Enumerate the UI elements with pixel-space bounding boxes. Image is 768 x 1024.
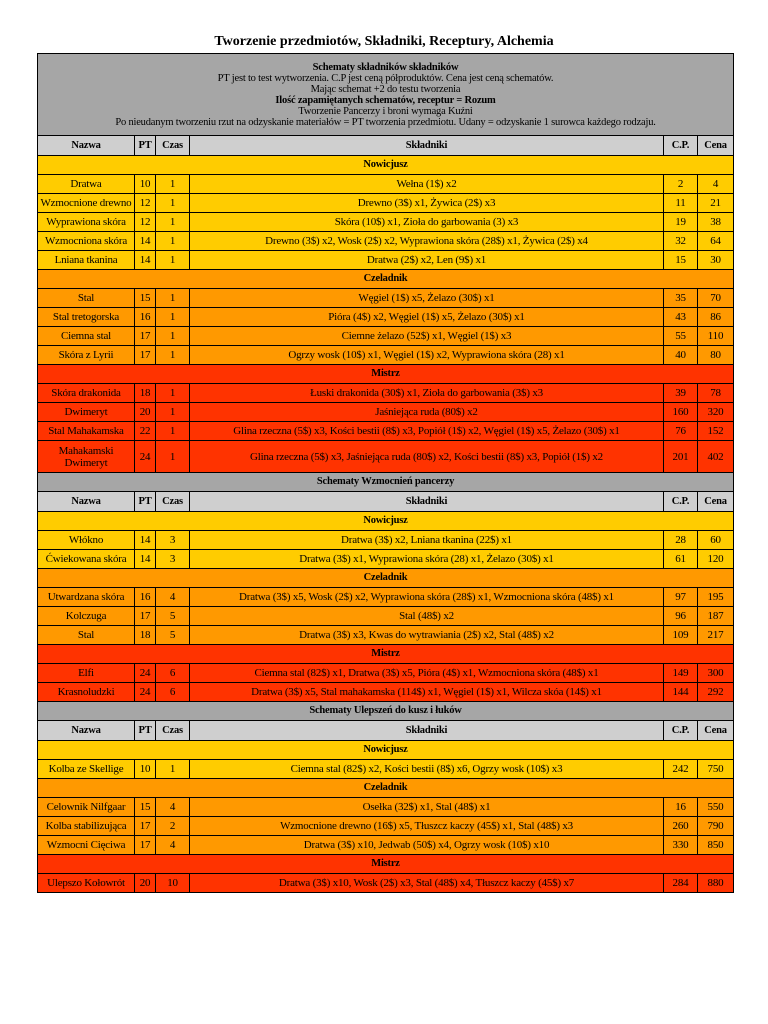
item-name: Ciemna stal xyxy=(38,327,135,346)
column-header-row xyxy=(38,136,734,156)
column-header-skladniki: Składniki xyxy=(190,136,664,156)
item-price: 790 xyxy=(698,817,734,836)
item-cp: 39 xyxy=(664,384,698,403)
tier-label: Mistrz xyxy=(38,365,734,384)
item-ingredients: Drewno (3$) x2, Wosk (2$) x2, Wyprawiona skóra (28$) x1, Żywica (2$) x4 xyxy=(190,232,664,251)
item-pt: 22 xyxy=(135,422,156,441)
item-pt: 10 xyxy=(135,175,156,194)
item-name: Wyprawiona skóra xyxy=(38,213,135,232)
item-pt: 17 xyxy=(135,836,156,855)
item-cp: 15 xyxy=(664,251,698,270)
item-ingredients: Ciemna stal (82$) x1, Dratwa (3$) x5, Pióra (4$) x1, Wzmocniona skóra (48$) x1 xyxy=(190,664,664,683)
item-name: Ćwiekowana skóra xyxy=(38,550,135,569)
item-name: Wzmocniona skóra xyxy=(38,232,135,251)
item-time: 1 xyxy=(156,327,190,346)
column-header-pt: PT xyxy=(135,721,156,741)
item-price: 152 xyxy=(698,422,734,441)
table-row xyxy=(38,874,734,893)
item-price: 38 xyxy=(698,213,734,232)
tier-row xyxy=(38,779,734,798)
item-ingredients: Wzmocnione drewno (16$) x5, Tłuszcz kaczy (45$) x1, Stal (48$) x3 xyxy=(190,817,664,836)
column-header-cp: C.P. xyxy=(664,721,698,741)
info-line: Ilość zapamiętanych schematów, receptur = Rozum xyxy=(275,94,496,106)
item-name: Mahakamski Dwimeryt xyxy=(38,441,135,473)
tier-row xyxy=(38,270,734,289)
item-time: 4 xyxy=(156,836,190,855)
item-pt: 24 xyxy=(135,683,156,702)
table-row xyxy=(38,760,734,779)
tier-label: Czeladnik xyxy=(38,779,734,798)
tier-label: Nowicjusz xyxy=(38,741,734,760)
item-time: 1 xyxy=(156,403,190,422)
item-price: 402 xyxy=(698,441,734,473)
item-price: 80 xyxy=(698,346,734,365)
info-block xyxy=(38,54,734,136)
item-cp: 330 xyxy=(664,836,698,855)
table-row xyxy=(38,403,734,422)
item-pt: 14 xyxy=(135,550,156,569)
item-cp: 55 xyxy=(664,327,698,346)
column-header-skladniki: Składniki xyxy=(190,492,664,512)
item-price: 217 xyxy=(698,626,734,645)
item-price: 70 xyxy=(698,289,734,308)
item-cp: 144 xyxy=(664,683,698,702)
item-time: 1 xyxy=(156,384,190,403)
section-title: Schematy Wzmocnień pancerzy xyxy=(38,473,734,492)
item-time: 1 xyxy=(156,346,190,365)
item-price: 78 xyxy=(698,384,734,403)
item-price: 292 xyxy=(698,683,734,702)
item-cp: 284 xyxy=(664,874,698,893)
column-header-czas: Czas xyxy=(156,721,190,741)
tier-row xyxy=(38,512,734,531)
item-time: 5 xyxy=(156,607,190,626)
item-time: 4 xyxy=(156,588,190,607)
crafting-table xyxy=(37,53,734,893)
item-pt: 15 xyxy=(135,798,156,817)
item-ingredients: Dratwa (3$) x5, Stal mahakamska (114$) x1, Węgiel (1$) x1, Wilcza skóa (14$) x1 xyxy=(190,683,664,702)
item-name: Wzmocni Cięciwa xyxy=(38,836,135,855)
table-row xyxy=(38,308,734,327)
item-name: Utwardzana skóra xyxy=(38,588,135,607)
item-price: 300 xyxy=(698,664,734,683)
info-line: Tworzenie Pancerzy i broni wymaga Kuźni xyxy=(298,105,473,117)
table-row xyxy=(38,232,734,251)
item-name: Wzmocnione drewno xyxy=(38,194,135,213)
item-ingredients: Glina rzeczna (5$) x3, Kości bestii (8$) x3, Popiół (1$) x2, Węgiel (1$) x5, Żelazo (30$) x1 xyxy=(190,422,664,441)
item-time: 6 xyxy=(156,664,190,683)
item-cp: 32 xyxy=(664,232,698,251)
item-name: Kolba ze Skellige xyxy=(38,760,135,779)
item-name: Lniana tkanina xyxy=(38,251,135,270)
item-name: Ulepszo Kołowrót xyxy=(38,874,135,893)
item-ingredients: Osełka (32$) x1, Stal (48$) x1 xyxy=(190,798,664,817)
table-row xyxy=(38,213,734,232)
table-row xyxy=(38,531,734,550)
item-name: Elfi xyxy=(38,664,135,683)
item-time: 1 xyxy=(156,251,190,270)
item-name: Dratwa xyxy=(38,175,135,194)
table-row xyxy=(38,441,734,473)
item-price: 750 xyxy=(698,760,734,779)
tier-row xyxy=(38,365,734,384)
item-name: Stal xyxy=(38,289,135,308)
tier-label: Mistrz xyxy=(38,645,734,664)
item-price: 21 xyxy=(698,194,734,213)
item-ingredients: Ciemne żelazo (52$) x1, Węgiel (1$) x3 xyxy=(190,327,664,346)
tier-row xyxy=(38,156,734,175)
item-pt: 16 xyxy=(135,588,156,607)
item-price: 880 xyxy=(698,874,734,893)
item-pt: 17 xyxy=(135,607,156,626)
tier-label: Czeladnik xyxy=(38,569,734,588)
item-pt: 17 xyxy=(135,346,156,365)
item-ingredients: Dratwa (3$) x10, Wosk (2$) x3, Stal (48$) x4, Tłuszcz kaczy (45$) x7 xyxy=(190,874,664,893)
item-time: 10 xyxy=(156,874,190,893)
item-cp: 11 xyxy=(664,194,698,213)
item-cp: 43 xyxy=(664,308,698,327)
tier-label: Czeladnik xyxy=(38,270,734,289)
item-name: Dwimeryt xyxy=(38,403,135,422)
column-header-skladniki: Składniki xyxy=(190,721,664,741)
tier-row xyxy=(38,645,734,664)
item-time: 4 xyxy=(156,798,190,817)
item-name: Stal tretogorska xyxy=(38,308,135,327)
item-price: 850 xyxy=(698,836,734,855)
item-pt: 24 xyxy=(135,664,156,683)
item-price: 195 xyxy=(698,588,734,607)
table-row xyxy=(38,289,734,308)
item-pt: 12 xyxy=(135,194,156,213)
item-ingredients: Dratwa (3$) x1, Wyprawiona skóra (28) x1, Żelazo (30$) x1 xyxy=(190,550,664,569)
tier-label: Nowicjusz xyxy=(38,512,734,531)
table-row xyxy=(38,346,734,365)
item-cp: 2 xyxy=(664,175,698,194)
item-pt: 15 xyxy=(135,289,156,308)
item-time: 1 xyxy=(156,422,190,441)
item-ingredients: Wełna (1$) x2 xyxy=(190,175,664,194)
item-time: 1 xyxy=(156,232,190,251)
table-row xyxy=(38,588,734,607)
table-row xyxy=(38,175,734,194)
column-header-cena: Cena xyxy=(698,492,734,512)
item-name: Stal Mahakamska xyxy=(38,422,135,441)
item-cp: 97 xyxy=(664,588,698,607)
item-ingredients: Węgiel (1$) x5, Żelazo (30$) x1 xyxy=(190,289,664,308)
item-pt: 14 xyxy=(135,232,156,251)
item-cp: 35 xyxy=(664,289,698,308)
item-pt: 24 xyxy=(135,441,156,473)
item-price: 60 xyxy=(698,531,734,550)
info-line: Po nieudanym tworzeniu rzut na odzyskanie materiałów = PT tworzenia przedmiotu. Udany = odzyskanie 1 surowca każdego rodzaju. xyxy=(115,116,656,128)
item-cp: 16 xyxy=(664,798,698,817)
tier-row xyxy=(38,855,734,874)
item-price: 110 xyxy=(698,327,734,346)
table-row xyxy=(38,626,734,645)
item-pt: 14 xyxy=(135,531,156,550)
table-row xyxy=(38,384,734,403)
item-ingredients: Ogrzy wosk (10$) x1, Węgiel (1$) x2, Wyprawiona skóra (28) x1 xyxy=(190,346,664,365)
item-ingredients: Dratwa (3$) x10, Jedwab (50$) x4, Ogrzy wosk (10$) x10 xyxy=(190,836,664,855)
item-pt: 17 xyxy=(135,327,156,346)
page-title: Tworzenie przedmiotów, Składniki, Receptury, Alchemia xyxy=(214,34,554,49)
item-cp: 40 xyxy=(664,346,698,365)
item-cp: 242 xyxy=(664,760,698,779)
table-row xyxy=(38,683,734,702)
item-pt: 14 xyxy=(135,251,156,270)
table-row xyxy=(38,817,734,836)
column-header-cena: Cena xyxy=(698,721,734,741)
item-pt: 20 xyxy=(135,403,156,422)
item-name: Kolba stabilizująca xyxy=(38,817,135,836)
item-name: Kolczuga xyxy=(38,607,135,626)
column-header-nazwa: Nazwa xyxy=(38,492,135,512)
item-time: 6 xyxy=(156,683,190,702)
column-header-pt: PT xyxy=(135,492,156,512)
column-header-cp: C.P. xyxy=(664,492,698,512)
column-header-row xyxy=(38,492,734,512)
item-time: 3 xyxy=(156,550,190,569)
item-ingredients: Stal (48$) x2 xyxy=(190,607,664,626)
item-time: 1 xyxy=(156,308,190,327)
item-ingredients: Łuski drakonida (30$) x1, Zioła do garbowania (3$) x3 xyxy=(190,384,664,403)
item-price: 30 xyxy=(698,251,734,270)
tier-label: Mistrz xyxy=(38,855,734,874)
item-pt: 12 xyxy=(135,213,156,232)
item-name: Włókno xyxy=(38,531,135,550)
item-ingredients: Ciemna stal (82$) x2, Kości bestii (8$) x6, Ogrzy wosk (10$) x3 xyxy=(190,760,664,779)
item-price: 120 xyxy=(698,550,734,569)
item-pt: 18 xyxy=(135,626,156,645)
item-time: 1 xyxy=(156,213,190,232)
item-ingredients: Dratwa (2$) x2, Len (9$) x1 xyxy=(190,251,664,270)
column-header-czas: Czas xyxy=(156,492,190,512)
item-cp: 76 xyxy=(664,422,698,441)
item-time: 1 xyxy=(156,760,190,779)
item-pt: 16 xyxy=(135,308,156,327)
item-pt: 17 xyxy=(135,817,156,836)
column-header-pt: PT xyxy=(135,136,156,156)
item-cp: 28 xyxy=(664,531,698,550)
table-row xyxy=(38,194,734,213)
item-cp: 19 xyxy=(664,213,698,232)
item-price: 187 xyxy=(698,607,734,626)
tier-label: Nowicjusz xyxy=(38,156,734,175)
item-time: 1 xyxy=(156,441,190,473)
item-name: Krasnoludzki xyxy=(38,683,135,702)
column-header-nazwa: Nazwa xyxy=(38,721,135,741)
item-pt: 10 xyxy=(135,760,156,779)
column-header-nazwa: Nazwa xyxy=(38,136,135,156)
table-row xyxy=(38,836,734,855)
column-header-czas: Czas xyxy=(156,136,190,156)
info-line: Mając schemat +2 do testu tworzenia xyxy=(310,83,461,95)
item-cp: 109 xyxy=(664,626,698,645)
item-cp: 160 xyxy=(664,403,698,422)
table-row xyxy=(38,550,734,569)
item-time: 1 xyxy=(156,194,190,213)
item-ingredients: Pióra (4$) x2, Węgiel (1$) x5, Żelazo (30$) x1 xyxy=(190,308,664,327)
column-header-cena: Cena xyxy=(698,136,734,156)
item-price: 64 xyxy=(698,232,734,251)
item-name: Skóra z Lyrii xyxy=(38,346,135,365)
item-time: 2 xyxy=(156,817,190,836)
item-time: 1 xyxy=(156,175,190,194)
table-row xyxy=(38,251,734,270)
column-header-row xyxy=(38,721,734,741)
table-row xyxy=(38,607,734,626)
item-time: 1 xyxy=(156,289,190,308)
table-row xyxy=(38,422,734,441)
item-price: 86 xyxy=(698,308,734,327)
table-row xyxy=(38,664,734,683)
item-ingredients: Dratwa (3$) x2, Lniana tkanina (22$) x1 xyxy=(190,531,664,550)
tier-row xyxy=(38,569,734,588)
item-ingredients: Glina rzeczna (5$) x3, Jaśniejąca ruda (80$) x2, Kości bestii (8$) x3, Popiół (1$) x2 xyxy=(190,441,664,473)
item-cp: 149 xyxy=(664,664,698,683)
tier-row xyxy=(38,741,734,760)
item-pt: 18 xyxy=(135,384,156,403)
item-price: 550 xyxy=(698,798,734,817)
item-cp: 96 xyxy=(664,607,698,626)
item-price: 320 xyxy=(698,403,734,422)
item-time: 5 xyxy=(156,626,190,645)
column-header-cp: C.P. xyxy=(664,136,698,156)
table-row xyxy=(38,798,734,817)
table-row xyxy=(38,327,734,346)
section-title-row xyxy=(38,473,734,492)
info-heading: Schematy składników składników xyxy=(312,61,459,73)
item-time: 3 xyxy=(156,531,190,550)
item-ingredients: Dratwa (3$) x5, Wosk (2$) x2, Wyprawiona skóra (28$) x1, Wzmocniona skóra (48$) x1 xyxy=(190,588,664,607)
item-cp: 201 xyxy=(664,441,698,473)
item-ingredients: Dratwa (3$) x3, Kwas do wytrawiania (2$) x2, Stal (48$) x2 xyxy=(190,626,664,645)
item-ingredients: Jaśniejąca ruda (80$) x2 xyxy=(190,403,664,422)
item-name: Celownik Nilfgaar xyxy=(38,798,135,817)
section-title-row xyxy=(38,702,734,721)
info-line: PT jest to test wytworzenia. C.P jest ceną półproduktów. Cena jest ceną schematów. xyxy=(217,72,554,84)
item-pt: 20 xyxy=(135,874,156,893)
section-title: Schematy Ulepszeń do kusz i łuków xyxy=(38,702,734,721)
item-name: Stal xyxy=(38,626,135,645)
item-name: Skóra drakonida xyxy=(38,384,135,403)
item-ingredients: Skóra (10$) x1, Zioła do garbowania (3) x3 xyxy=(190,213,664,232)
item-price: 4 xyxy=(698,175,734,194)
item-cp: 260 xyxy=(664,817,698,836)
item-cp: 61 xyxy=(664,550,698,569)
item-ingredients: Drewno (3$) x1, Żywica (2$) x3 xyxy=(190,194,664,213)
